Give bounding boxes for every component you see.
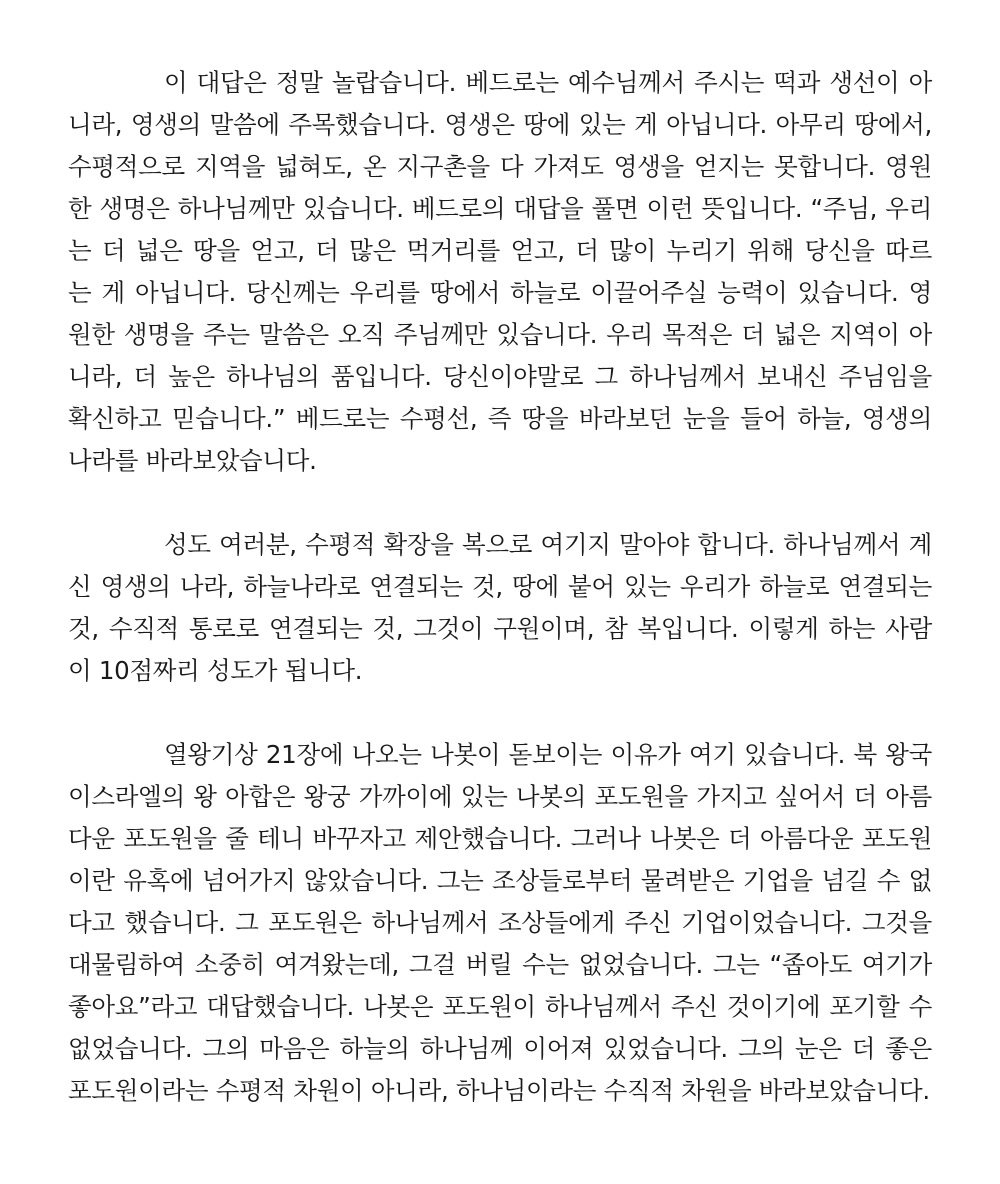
text-line: 열왕기상 21장에 나오는 나봇이 돋보이는 이유가 여기 있습니다. 북 왕국	[164, 740, 932, 769]
text-line: 이 대답은 정말 놀랍습니다. 베드로는 예수님께서 주시는 떡과 생선이 아	[164, 68, 932, 97]
text-line: 성도 여러분, 수평적 확장을 복으로 여기지 말아야 합니다. 하나님께서 계	[164, 530, 932, 559]
text-line: 이스라엘의 왕 아합은 왕궁 가까이에 있는 나봇의 포도원을 가지고 싶어서 더 아름	[68, 782, 932, 811]
document-page	[68, 62, 932, 1154]
text-line: 대물림하여 소중히 여겨왔는데, 그걸 버릴 수는 없었습니다. 그는 “좁아도 여기가	[68, 950, 932, 979]
text-line: 원한 생명을 주는 말씀은 오직 주님께만 있습니다. 우리 목적은 더 넓은 지역이 아	[68, 320, 932, 349]
text-line: 것, 수직적 통로로 연결되는 것, 그것이 구원이며, 참 복입니다. 이렇게 하는 사람	[68, 614, 932, 643]
text-line: 없었습니다. 그의 마음은 하늘의 하나님께 이어져 있었습니다. 그의 눈은 더 좋은	[68, 1034, 932, 1063]
text-line: 니라, 영생의 말씀에 주목했습니다. 영생은 땅에 있는 게 아닙니다. 아무리 땅에서,	[68, 110, 932, 139]
text-line: 니라, 더 높은 하나님의 품입니다. 당신이야말로 그 하나님께서 보내신 주님임을	[68, 362, 932, 391]
paragraph-vertical-connection	[68, 524, 932, 692]
text-line: 다고 했습니다. 그 포도원은 하나님께서 조상들에게 주신 기업이었습니다. 그것을	[68, 908, 932, 937]
paragraph-naboth-vineyard	[68, 734, 932, 1112]
text-line: 다운 포도원을 줄 테니 바꾸자고 제안했습니다. 그러나 나봇은 더 아름다운 포도원	[68, 824, 932, 853]
text-line: 나라를 바라보았습니다.	[68, 446, 317, 475]
text-line: 신 영생의 나라, 하늘나라로 연결되는 것, 땅에 붙어 있는 우리가 하늘로 연결되는	[68, 572, 932, 601]
text-line: 수평적으로 지역을 넓혀도, 온 지구촌을 다 가져도 영생을 얻지는 못합니다. 영원	[68, 152, 932, 181]
text-line: 좋아요”라고 대답했습니다. 나봇은 포도원이 하나님께서 주신 것이기에 포기할 수	[68, 992, 932, 1021]
text-line: 확신하고 믿습니다.” 베드로는 수평선, 즉 땅을 바라보던 눈을 들어 하늘, 영생의	[68, 404, 932, 433]
paragraph-peter-answer	[68, 62, 932, 482]
text-line: 는 게 아닙니다. 당신께는 우리를 땅에서 하늘로 이끌어주실 능력이 있습니다. 영	[68, 278, 932, 307]
text-line: 이란 유혹에 넘어가지 않았습니다. 그는 조상들로부터 물려받은 기업을 넘길 수 없	[68, 866, 932, 895]
text-line: 한 생명은 하나님께만 있습니다. 베드로의 대답을 풀면 이런 뜻입니다. “주님, 우리	[68, 194, 932, 223]
text-line: 이 10점짜리 성도가 됩니다.	[68, 656, 363, 685]
text-line: 는 더 넓은 땅을 얻고, 더 많은 먹거리를 얻고, 더 많이 누리기 위해 당신을 따르	[68, 236, 932, 265]
text-line: 포도원이라는 수평적 차원이 아니라, 하나님이라는 수직적 차원을 바라보았습니다.	[68, 1076, 930, 1105]
